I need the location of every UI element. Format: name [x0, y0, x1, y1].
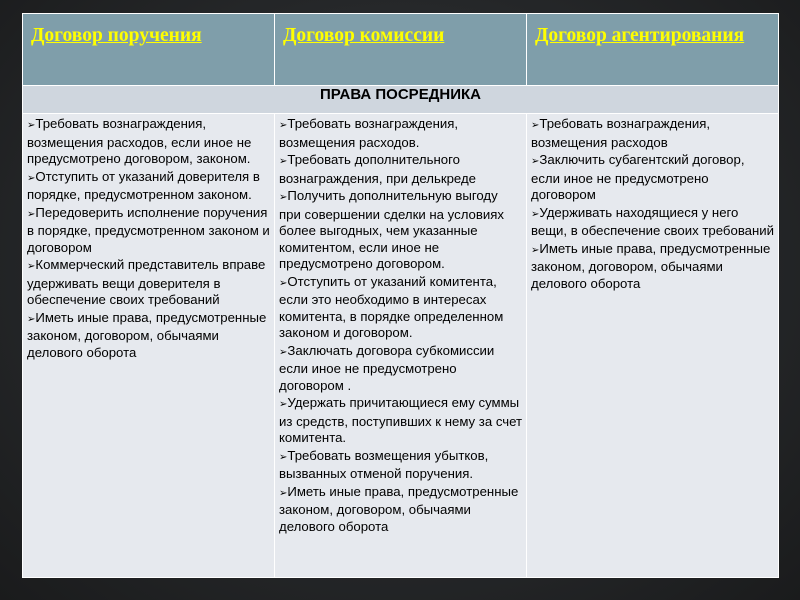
- rights-list: [531, 116, 775, 292]
- header-cell: [23, 14, 275, 86]
- header-commission-contract[interactable]: Договор комиссии: [283, 25, 445, 46]
- list-item: ➢ Требовать возмещения убытков, вызванных отменой поручения.: [279, 448, 523, 483]
- list-item: ➢ Получить дополнительную выгоду при совершении сделки на условиях более выгодных, чем указанные комитентом, если иное не предусмотрено договором.: [279, 188, 523, 273]
- column-agent: [527, 114, 779, 578]
- section-title: ПРАВА ПОСРЕДНИКА: [23, 86, 779, 114]
- list-item: ➢ Заключать договора субкомиссии если иное не предусмотрено договором .: [279, 343, 523, 395]
- list-item: ➢ Требовать вознаграждения, возмещения расходов: [531, 116, 775, 151]
- rights-list: [279, 116, 523, 535]
- header-agency-contract[interactable]: Договор поручения: [31, 25, 202, 46]
- rights-comparison-table: [22, 13, 779, 578]
- rights-list: [27, 116, 271, 361]
- list-item: ➢ Удержать причитающиеся ему суммы из средств, поступивших к нему за счет комитента.: [279, 395, 523, 447]
- section-row: [23, 86, 779, 114]
- column-agency: [23, 114, 275, 578]
- list-item: ➢ Иметь иные права, предусмотренные законом, договором, обычаями делового оборота: [279, 484, 523, 536]
- body-row: [23, 114, 779, 578]
- list-item: ➢ Требовать вознаграждения, возмещения расходов, если иное не предусмотрено договором, законом.: [27, 116, 271, 168]
- list-item: ➢ Удерживать находящиеся у него вещи, в обеспечение своих требований: [531, 205, 775, 240]
- header-cell: [527, 14, 779, 86]
- header-agent-contract[interactable]: Договор агентирования: [535, 25, 745, 46]
- header-row: [23, 14, 779, 86]
- list-item: ➢ Коммерческий представитель вправе удерживать вещи доверителя в обеспечение своих требований: [27, 257, 271, 309]
- header-cell: [275, 14, 527, 86]
- list-item: ➢ Заключить субагентский договор, если иное не предусмотрено договором: [531, 152, 775, 204]
- list-item: ➢ Иметь иные права, предусмотренные законом, договором, обычаями делового оборота: [531, 241, 775, 293]
- list-item: ➢ Отступить от указаний доверителя в порядке, предусмотренном законом.: [27, 169, 271, 204]
- column-commission: [275, 114, 527, 578]
- list-item: ➢ Отступить от указаний комитента, если это необходимо в интересах комитента, в порядке определенном законом и договором.: [279, 274, 523, 342]
- list-item: ➢ Требовать дополнительного вознаграждения, при делькреде: [279, 152, 523, 187]
- list-item: ➢ Иметь иные права, предусмотренные законом, договором, обычаями делового оборота: [27, 310, 271, 362]
- list-item: ➢ Требовать вознаграждения, возмещения расходов.: [279, 116, 523, 151]
- list-item: ➢ Передоверить исполнение поручения в порядке, предусмотренном законом и договором: [27, 205, 271, 257]
